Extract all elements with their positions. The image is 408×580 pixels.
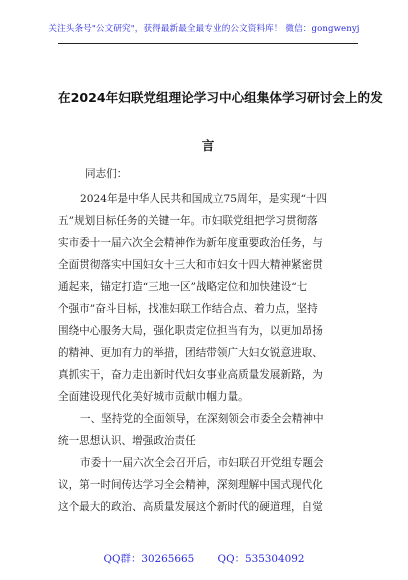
body-line: 实市委十一届六次全会精神作为新年度重要政治任务，与: [58, 237, 323, 249]
body-line: 的精神、更加有力的举措，团结带领广大妇女锐意进取、: [58, 347, 323, 359]
body-line: 通起来，锚定打造“三地一区”战略定位和加快建设“七: [58, 281, 308, 293]
body-line: 市委十一届六次全会召开后，市妇联召开党组专题会: [80, 457, 324, 469]
title-line-1: 在2024年妇联党组理论学习中心组集体学习研讨会上的发: [58, 90, 383, 105]
body-line: 这个最大的政治、高质量发展这个新时代的硬道理，自觉: [58, 501, 323, 513]
body-text: [58, 188, 358, 518]
document-title: [58, 74, 383, 170]
body-line: 2024年是中华人民共和国成立75周年，是实现“十四: [80, 193, 328, 205]
body-line: 围绕中心服务大局，强化职责定位担当有为，以更加昂扬: [58, 325, 323, 337]
header-divider: [58, 43, 358, 44]
salutation: 同志们：: [85, 168, 128, 180]
title-line-2: 言: [201, 138, 215, 153]
body-line: 全面建设现代化美好城市贡献巾帼力量。: [58, 391, 249, 403]
body-line: 全面贯彻落实中国妇女十三大和市妇女十四大精神紧密贯: [58, 259, 323, 271]
body-line: 议，第一时间传达学习全会精神，深刻理解中国式现代化: [58, 479, 323, 491]
body-line: 个强市”奋斗目标，找准妇联工作结合点、着力点，坚持: [58, 303, 318, 315]
footer-qq: QQ：535304092: [217, 553, 305, 565]
section-heading-line: 统一思想认识、增强政治责任: [58, 435, 196, 447]
header-note: 关注头条号"公文研究"，获得最新最全最专业的公文资料库！ 微信：gongwenyj: [48, 24, 360, 34]
body-line: 五”规划目标任务的关键一年。市妇联党组把学习贯彻落: [58, 215, 318, 227]
section-heading-line: 一、坚持党的全面领导，在深刻领会市委全会精神中: [80, 413, 324, 425]
footer-qq-group: QQ群：30265665: [103, 553, 195, 565]
footer-contact: [0, 550, 408, 565]
body-line: 真抓实干，奋力走出新时代妇女事业高质量发展新路，为: [58, 369, 323, 381]
